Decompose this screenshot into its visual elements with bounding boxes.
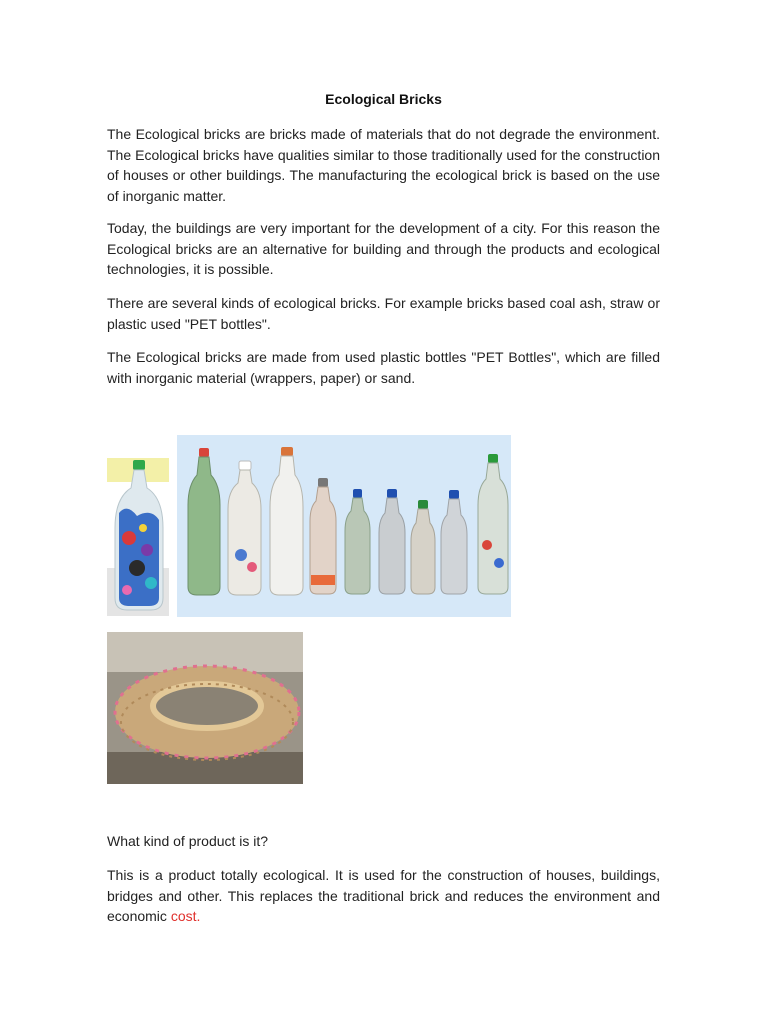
answer-paragraph — [107, 865, 660, 927]
paragraph-3: There are several kinds of ecological bricks. For example bricks based coal ash, straw or plastic used "PET bottles". — [107, 295, 660, 332]
single-bottle-photo — [107, 458, 169, 616]
answer-highlight: cost. — [170, 908, 201, 924]
paragraph-2: Today, the buildings are very important for the development of a city. For this reason the Ecological bricks are an alternative for building and through the products and ecological technologies, it is possible. — [107, 220, 660, 277]
bottle-wall-photo — [107, 632, 303, 784]
paragraph-1: The Ecological bricks are bricks made of materials that do not degrade the environment. The Ecological bricks have qualities similar to those traditionally used for the construction of houses or other buildings. The manufacturing the ecological brick is based on the use of inorganic matter. — [107, 126, 660, 204]
document-title: Ecological Bricks — [325, 91, 442, 107]
paragraph-4: The Ecological bricks are made from used plastic bottles "PET Bottles", which are filled with inorganic material (wrappers, paper) or sand. — [107, 349, 660, 386]
answer-text: This is a product totally ecological. It is used for the construction of houses, buildings, bridges and other. This replaces the traditional brick and reduces the environment and economic — [107, 867, 660, 924]
question-heading: What kind of product is it? — [107, 833, 269, 849]
bottles-row-photo — [177, 435, 511, 617]
